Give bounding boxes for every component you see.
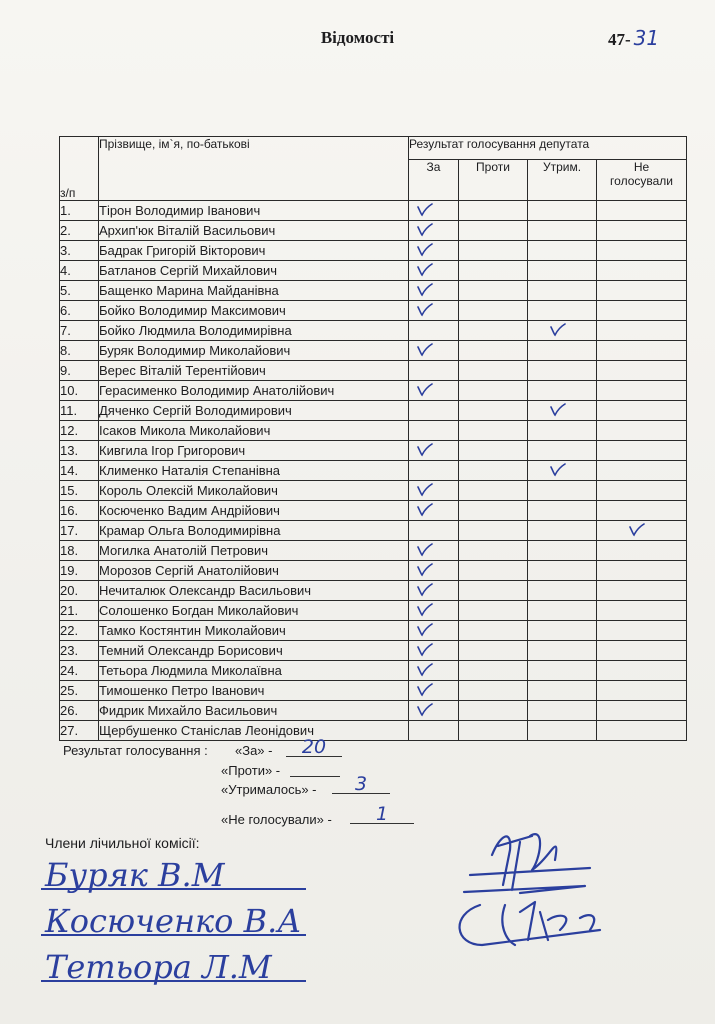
row-number: 16. — [60, 501, 99, 521]
row-deputy-name: Крамар Ольга Володимирівна — [99, 521, 409, 541]
row-deputy-name: Могилка Анатолій Петрович — [99, 541, 409, 561]
document-number-prefix: 47- — [608, 30, 631, 49]
row-deputy-name: Батланов Сергій Михайлович — [99, 261, 409, 281]
summary-utrym-label: «Утрималось» - — [221, 782, 317, 797]
row-deputy-name: Бойко Людмила Володимирівна — [99, 321, 409, 341]
signature-2 — [460, 902, 600, 945]
summary-utrym-value: 3 — [332, 777, 390, 794]
summary-ne-label: «Не голосували» - — [221, 812, 332, 827]
row-number: 9. — [60, 361, 99, 381]
row-deputy-name: Дяченко Сергій Володимирович — [99, 401, 409, 421]
row-number: 11. — [60, 401, 99, 421]
row-number: 24. — [60, 661, 99, 681]
row-deputy-name: Бадрак Григорій Вікторович — [99, 241, 409, 261]
row-deputy-name: Косюченко Вадим Андрійович — [99, 501, 409, 521]
row-number: 14. — [60, 461, 99, 481]
column-header-proty: Проти — [459, 160, 528, 201]
document-title: Відомості — [320, 28, 395, 47]
summary-za-value: 20 — [286, 740, 342, 757]
row-number: 25. — [60, 681, 99, 701]
summary-label: Результат голосування : — [63, 743, 208, 758]
row-number: 7. — [60, 321, 99, 341]
row-number: 12. — [60, 421, 99, 441]
row-deputy-name: Архип'юк Віталій Васильович — [99, 221, 409, 241]
row-number: 2. — [60, 221, 99, 241]
row-number: 3. — [60, 241, 99, 261]
row-deputy-name: Бойко Володимир Максимович — [99, 301, 409, 321]
row-number: 1. — [60, 201, 99, 221]
row-number: 20. — [60, 581, 99, 601]
row-deputy-name: Морозов Сергій Анатолійович — [99, 561, 409, 581]
commission-name-2: Косюченко В.А — [45, 898, 302, 944]
column-header-ne-line2: голосували — [610, 174, 673, 188]
row-deputy-name: Тамко Костянтин Миколайович — [99, 621, 409, 641]
row-deputy-name: Солошенко Богдан Миколайович — [99, 601, 409, 621]
row-number: 10. — [60, 381, 99, 401]
column-header-result: Результат голосування депутата — [409, 137, 687, 160]
row-number: 21. — [60, 601, 99, 621]
commission-label: Члени лічильної комісії: — [45, 835, 200, 851]
row-number: 15. — [60, 481, 99, 501]
row-number: 19. — [60, 561, 99, 581]
row-number: 8. — [60, 341, 99, 361]
row-deputy-name: Тетьора Людмила Миколаївна — [99, 661, 409, 681]
row-deputy-name: Фидрик Михайло Васильович — [99, 701, 409, 721]
row-number: 23. — [60, 641, 99, 661]
row-number: 27. — [60, 721, 99, 741]
row-number: 4. — [60, 261, 99, 281]
commission-name-1: Буряк В.М — [45, 852, 302, 898]
column-header-name: Прізвище, ім`я, по-батькові — [99, 137, 409, 201]
summary-za-label: «За» - — [235, 743, 273, 758]
row-deputy-name: Король Олексій Миколайович — [99, 481, 409, 501]
row-deputy-name: Буряк Володимир Миколайович — [99, 341, 409, 361]
column-header-za: За — [409, 160, 459, 201]
row-number: 17. — [60, 521, 99, 541]
row-deputy-name: Темний Олександр Борисович — [99, 641, 409, 661]
row-deputy-name: Бащенко Марина Майданівна — [99, 281, 409, 301]
row-number: 5. — [60, 281, 99, 301]
row-deputy-name: Клименко Наталія Степанівна — [99, 461, 409, 481]
row-deputy-name: Верес Віталій Терентійович — [99, 361, 409, 381]
row-number: 18. — [60, 541, 99, 561]
row-deputy-name: Нечиталюк Олександр Васильович — [99, 581, 409, 601]
column-header-number: з/п — [60, 137, 99, 201]
row-deputy-name: Кивгила Ігор Григорович — [99, 441, 409, 461]
column-header-ne-line1: Не — [633, 160, 650, 174]
row-number: 26. — [60, 701, 99, 721]
column-header-utrym: Утрим. — [528, 160, 597, 201]
row-deputy-name: Тірон Володимир Іванович — [99, 201, 409, 221]
row-deputy-name: Тимошенко Петро Іванович — [99, 681, 409, 701]
summary-proty-label: «Проти» - — [221, 763, 281, 778]
row-deputy-name: Ісаков Микола Миколайович — [99, 421, 409, 441]
row-number: 6. — [60, 301, 99, 321]
summary-ne-value: 1 — [350, 807, 414, 824]
row-deputy-name: Герасименко Володимир Анатолійович — [99, 381, 409, 401]
row-deputy-name: Щербушенко Станіслав Леонідович — [99, 721, 409, 741]
signature-1 — [464, 834, 590, 893]
row-number: 13. — [60, 441, 99, 461]
document-number-handwritten: 31 — [633, 26, 660, 50]
row-number: 22. — [60, 621, 99, 641]
commission-name-3: Тетьора Л.М — [45, 944, 302, 990]
